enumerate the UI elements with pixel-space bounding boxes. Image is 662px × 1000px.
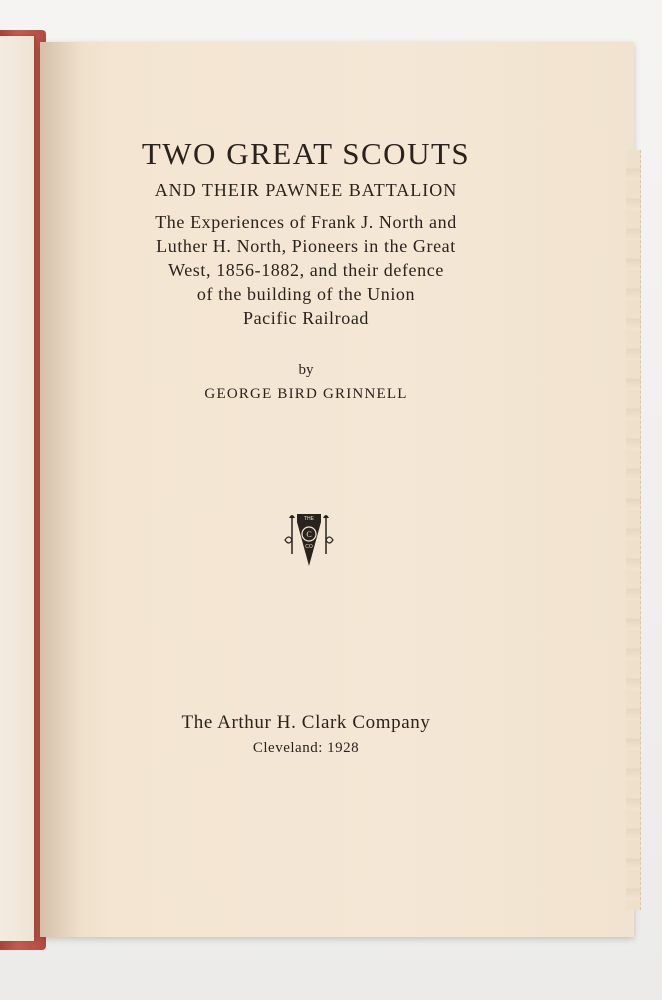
book-subtitle: AND THEIR PAWNEE BATTALION [154,180,458,200]
publication-place-year: Cleveland: 1928 [252,740,360,756]
deckle-edge [626,150,641,910]
description-line: Luther H. North, Pioneers in the Great [156,236,456,256]
description-line: The Experiences of Frank J. North and [155,212,457,232]
publisher-name: The Arthur H. Clark Company [181,712,431,733]
svg-text:CO: CO [305,544,313,550]
svg-text:THE: THE [304,516,314,522]
svg-text:C: C [306,530,312,539]
description-line: of the building of the Union [196,284,416,304]
title-page [40,42,634,937]
left-flyleaf [0,36,34,941]
publisher-colophon-logo [283,510,335,570]
by-line: by [298,362,314,378]
description-line: Pacific Railroad [242,308,370,328]
book-title: TWO GREAT SCOUTS [141,136,471,171]
description-line: West, 1856-1882, and their defence [168,260,444,280]
page-gutter-shadow [40,42,80,937]
author-name: GEORGE BIRD GRINNELL [204,386,408,402]
